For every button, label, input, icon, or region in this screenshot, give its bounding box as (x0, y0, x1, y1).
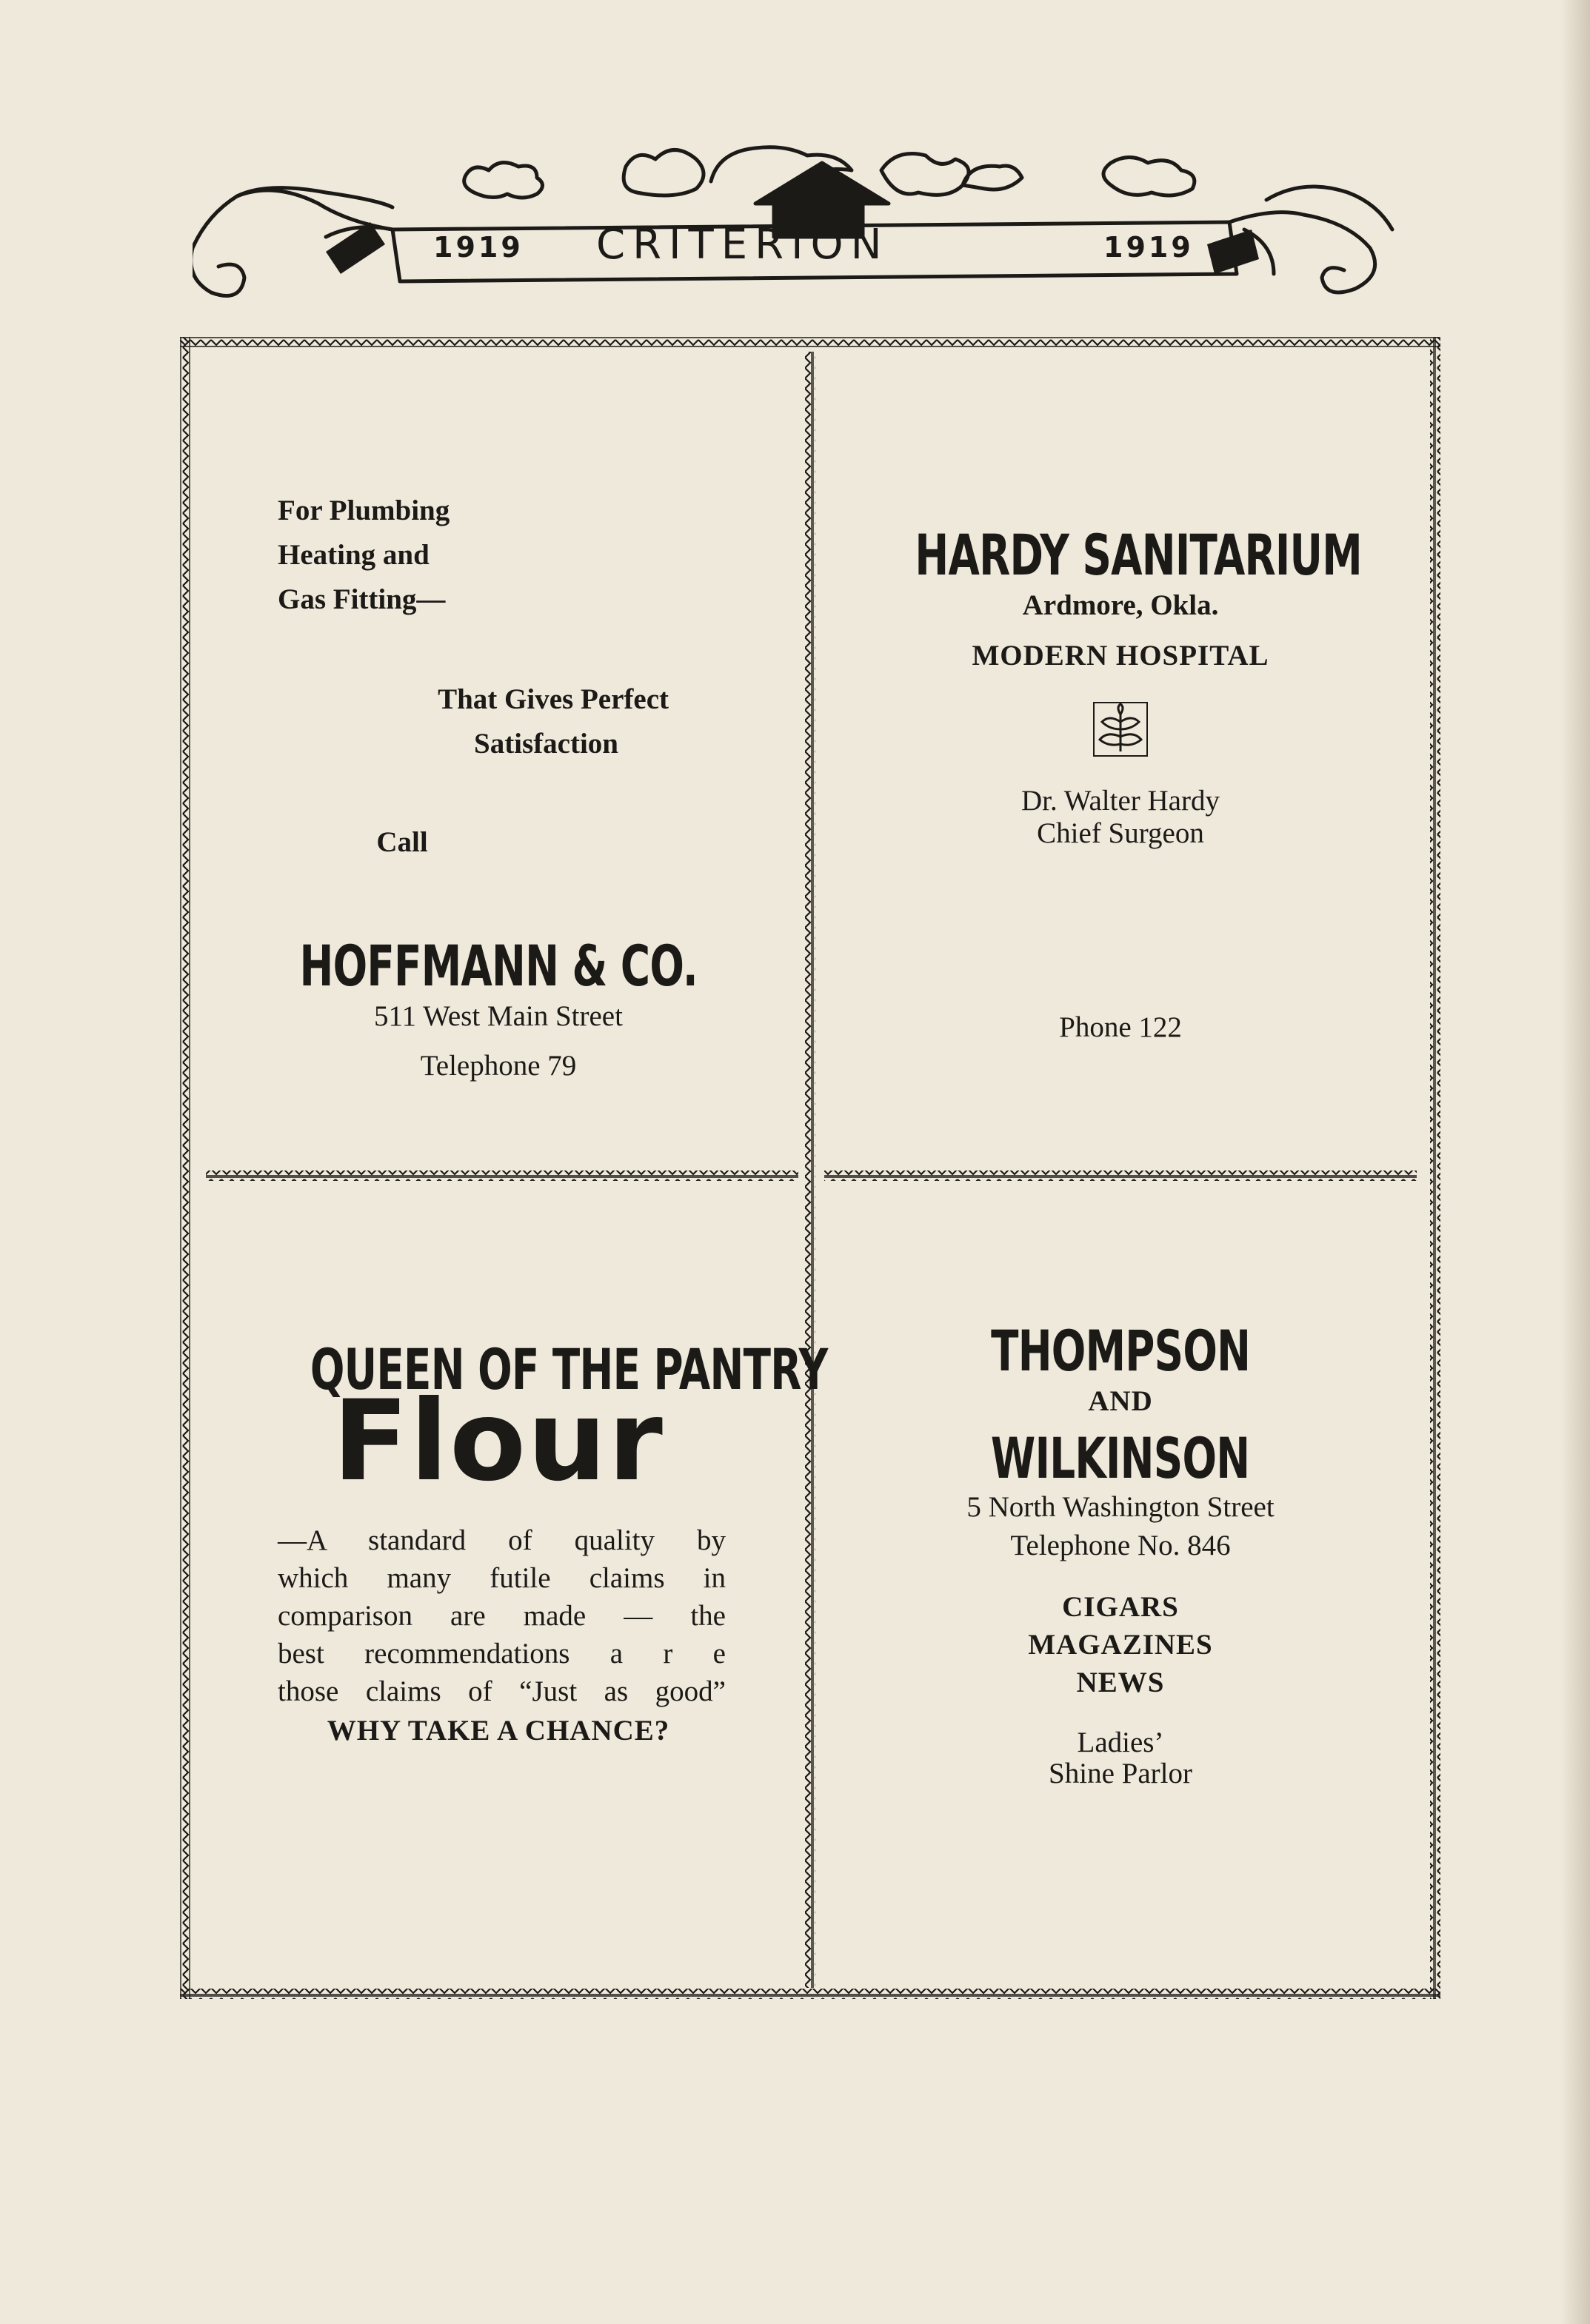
ad-thompson-and-wilkinson (828, 1188, 1413, 1973)
hoffmann-company-name (210, 933, 787, 999)
plumbing-intro-line: Heating and (278, 539, 430, 571)
doctor-title: Chief Surgeon (1037, 817, 1204, 849)
advertisement-grid (180, 337, 1440, 1999)
tobacconist-name-second-text: WILKINSON (991, 1425, 1250, 1491)
flour-brand-text: QUEEN OF THE PANTRY (310, 1336, 828, 1402)
tobacconist-telephone: Telephone No. 846 (1010, 1530, 1231, 1561)
sanitarium-location: Ardmore, Okla. (1022, 589, 1219, 621)
flour-slogan: WHY TAKE A CHANCE? (327, 1715, 670, 1747)
ad-hardy-sanitarium (828, 366, 1413, 1166)
banner-scroll-illustration (193, 126, 1422, 311)
banner-year-left: 1919 (433, 231, 524, 264)
plumbing-intro-line: For Plumbing (278, 495, 450, 526)
tobacconist-name-first (828, 1318, 1413, 1384)
ad-queen-of-the-pantry-flour (210, 1188, 828, 1973)
satisfaction-text (210, 677, 669, 766)
goods-item: NEWS (1076, 1667, 1165, 1698)
tobacconist-name-joiner: AND (1088, 1385, 1153, 1417)
tobacconist-service (828, 1727, 1413, 1789)
plumbing-intro-line: Gas Fitting— (278, 583, 446, 615)
banner-year-right: 1919 (1103, 231, 1194, 264)
satisfaction-line: Satisfaction (474, 728, 618, 760)
sanitarium-name (828, 522, 1413, 589)
tobacconist-goods (828, 1588, 1413, 1701)
tobacconist-name-first-text: THOMPSON (990, 1318, 1251, 1384)
service-line: Ladies’ (1077, 1727, 1164, 1758)
page-edge-shadow (1560, 0, 1590, 2324)
flour-description-line: which many futile claims in (278, 1562, 726, 1594)
flour-description-line: best recommendations a r e (278, 1638, 726, 1670)
sanitarium-doctor (828, 785, 1413, 850)
goods-item: MAGAZINES (1028, 1629, 1213, 1661)
ad-hoffmann (210, 366, 802, 1166)
flour-description (278, 1521, 726, 1710)
tobacconist-name-second (828, 1425, 1413, 1492)
hoffmann-address: 511 West Main Street (374, 1000, 623, 1032)
flour-description-line: comparison are made — the (278, 1600, 726, 1632)
sanitarium-name-text: HARDY SANITARIUM (915, 522, 1362, 588)
sanitarium-tagline: MODERN HOSPITAL (972, 640, 1269, 672)
hoffmann-company-name-text: HOFFMANN & CO. (299, 933, 698, 999)
goods-item: CIGARS (1062, 1591, 1179, 1623)
call-label: Call (376, 826, 428, 858)
plumbing-intro (278, 489, 450, 622)
floral-ornament-icon (1091, 700, 1150, 759)
flour-description-line: those claims of “Just as good” (278, 1675, 726, 1707)
doctor-name: Dr. Walter Hardy (1021, 785, 1220, 817)
satisfaction-line: That Gives Perfect (438, 683, 669, 715)
hoffmann-telephone: Telephone 79 (420, 1050, 577, 1082)
sanitarium-phone: Phone 122 (1059, 1011, 1182, 1043)
banner-title: CRITERION (596, 221, 889, 269)
criterion-header-banner (193, 126, 1422, 311)
tobacconist-address: 5 North Washington Street (966, 1491, 1275, 1523)
service-line: Shine Parlor (1049, 1758, 1192, 1789)
flour-description-line: —A standard of quality by (278, 1524, 726, 1556)
flour-product: Flour (333, 1377, 664, 1506)
